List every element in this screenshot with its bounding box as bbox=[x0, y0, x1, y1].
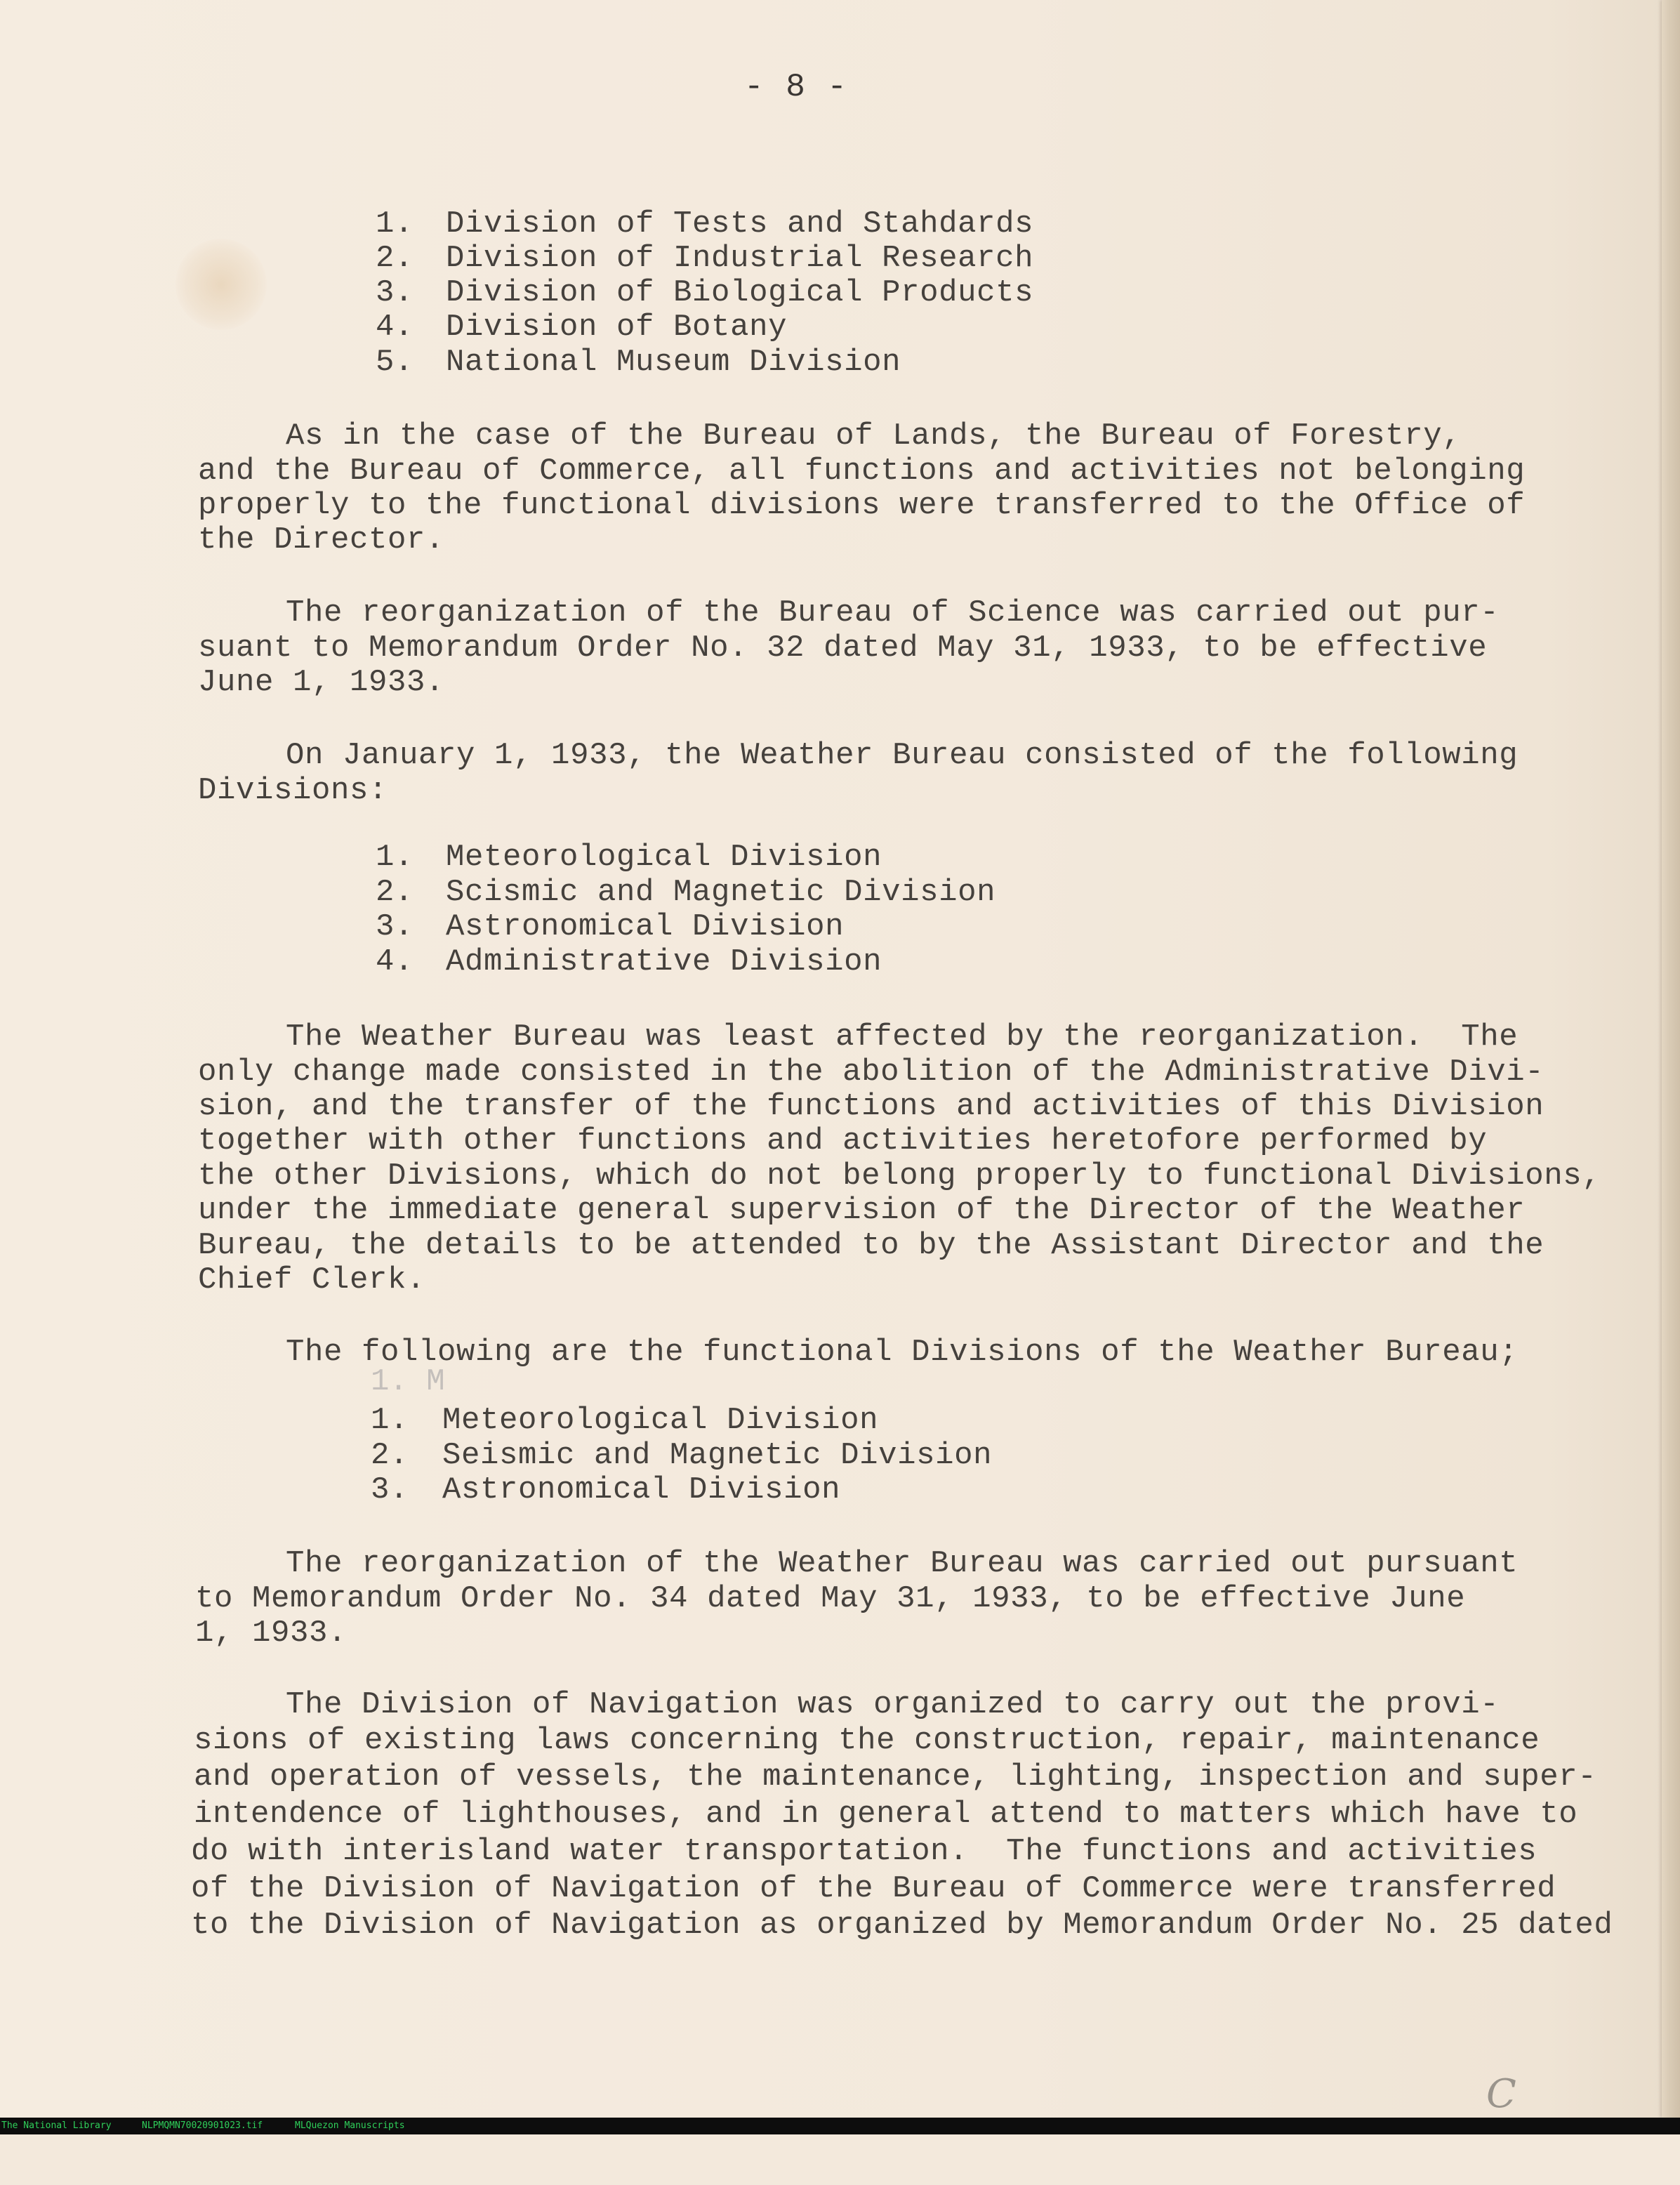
list-item: Astronomical Division bbox=[442, 1472, 841, 1507]
paragraph-line: sions of existing laws concerning the construction, repair, maintenance bbox=[194, 1723, 1540, 1758]
list-item: Scismic and Magnetic Division bbox=[446, 875, 996, 910]
paragraph-line: The Division of Navigation was organized to carry out the provi- bbox=[286, 1687, 1500, 1722]
paper-stain bbox=[176, 239, 267, 330]
list-item-number: 4. bbox=[376, 310, 414, 345]
list-item: Meteorological Division bbox=[442, 1403, 879, 1438]
list-item-number: 3. bbox=[376, 909, 414, 944]
footer-library-name: The National Library bbox=[1, 2120, 112, 2131]
paragraph-line: properly to the functional divisions were transferred to the Office of bbox=[198, 488, 1526, 523]
paragraph-line: On January 1, 1933, the Weather Bureau consisted of the following bbox=[286, 738, 1519, 773]
archive-footer-bar bbox=[0, 2118, 1680, 2134]
faint-erased-text: 1. M bbox=[371, 1364, 445, 1399]
paragraph-line: and the Bureau of Commerce, all functions and activities not belonging bbox=[198, 454, 1526, 489]
list-item-number: 4. bbox=[376, 944, 414, 979]
paragraph-line: The following are the functional Divisions of the Weather Bureau; bbox=[286, 1335, 1519, 1370]
page-number: - 8 - bbox=[744, 69, 849, 105]
paragraph-line: The Weather Bureau was least affected by the reorganization. The bbox=[286, 1019, 1519, 1055]
paragraph-line: As in the case of the Bureau of Lands, the Bureau of Forestry, bbox=[286, 418, 1462, 454]
list-item: Astronomical Division bbox=[446, 909, 845, 944]
paragraph-line: under the immediate general supervision of the Director of the Weather bbox=[198, 1193, 1526, 1228]
paragraph-line: the other Divisions, which do not belong properly to functional Divisions, bbox=[198, 1158, 1601, 1194]
list-item: National Museum Division bbox=[446, 345, 901, 380]
list-item: Division of Tests and Stahdards bbox=[446, 206, 1034, 242]
pencil-annotation: C bbox=[1486, 2071, 1516, 2117]
list-item-number: 1. bbox=[371, 1403, 409, 1438]
list-item: Division of Industrial Research bbox=[446, 241, 1034, 276]
list-item-number: 1. bbox=[376, 840, 414, 875]
list-item: Administrative Division bbox=[446, 944, 882, 979]
paragraph-line: together with other functions and activities heretofore performed by bbox=[198, 1123, 1488, 1158]
paragraph-line: 1, 1933. bbox=[195, 1616, 348, 1651]
paragraph-line: Divisions: bbox=[198, 773, 388, 808]
paragraph-line: the Director. bbox=[198, 522, 445, 557]
list-item: Division of Botany bbox=[446, 310, 788, 345]
paragraph-line: The reorganization of the Weather Bureau was carried out pursuant bbox=[286, 1546, 1519, 1581]
list-item: Meteorological Division bbox=[446, 840, 882, 875]
list-item-number: 2. bbox=[376, 241, 414, 276]
paragraph-line: only change made consisted in the abolition of the Administrative Divi- bbox=[198, 1055, 1545, 1090]
paragraph-line: sion, and the transfer of the functions and activities of this Division bbox=[198, 1089, 1545, 1124]
list-item: Division of Biological Products bbox=[446, 275, 1034, 310]
paragraph-line: intendence of lighthouses, and in general attend to matters which have to bbox=[194, 1797, 1578, 1832]
list-item-number: 1. bbox=[376, 206, 414, 242]
list-item-number: 2. bbox=[376, 875, 414, 910]
paragraph-line: do with interisland water transportation. The functions and activities bbox=[191, 1834, 1537, 1869]
list-item: Seismic and Magnetic Division bbox=[442, 1438, 993, 1473]
list-item-number: 3. bbox=[376, 275, 414, 310]
paragraph-line: Bureau, the details to be attended to by the Assistant Director and the bbox=[198, 1228, 1545, 1263]
list-item-number: 3. bbox=[371, 1472, 409, 1507]
paragraph-line: of the Division of Navigation of the Bureau of Commerce were transferred bbox=[191, 1871, 1556, 1906]
paragraph-line: to the Division of Navigation as organized by Memorandum Order No. 25 dated bbox=[191, 1908, 1613, 1943]
page-edge-shadow bbox=[1662, 0, 1680, 2118]
paragraph-line: and operation of vessels, the maintenance, lighting, inspection and super- bbox=[194, 1760, 1597, 1795]
footer-collection-name: MLQuezon Manuscripts bbox=[295, 2120, 405, 2131]
list-item-number: 2. bbox=[371, 1438, 409, 1473]
paragraph-line: The reorganization of the Bureau of Science was carried out pur- bbox=[286, 595, 1500, 631]
footer-file-id: NLPMQMN70020901023.tif bbox=[142, 2120, 263, 2131]
paragraph-line: June 1, 1933. bbox=[198, 665, 445, 700]
paragraph-line: to Memorandum Order No. 34 dated May 31, 1933, to be effective June bbox=[195, 1581, 1466, 1616]
paragraph-line: suant to Memorandum Order No. 32 dated May 31, 1933, to be effective bbox=[198, 631, 1488, 666]
list-item-number: 5. bbox=[376, 345, 414, 380]
paragraph-line: Chief Clerk. bbox=[198, 1262, 426, 1298]
